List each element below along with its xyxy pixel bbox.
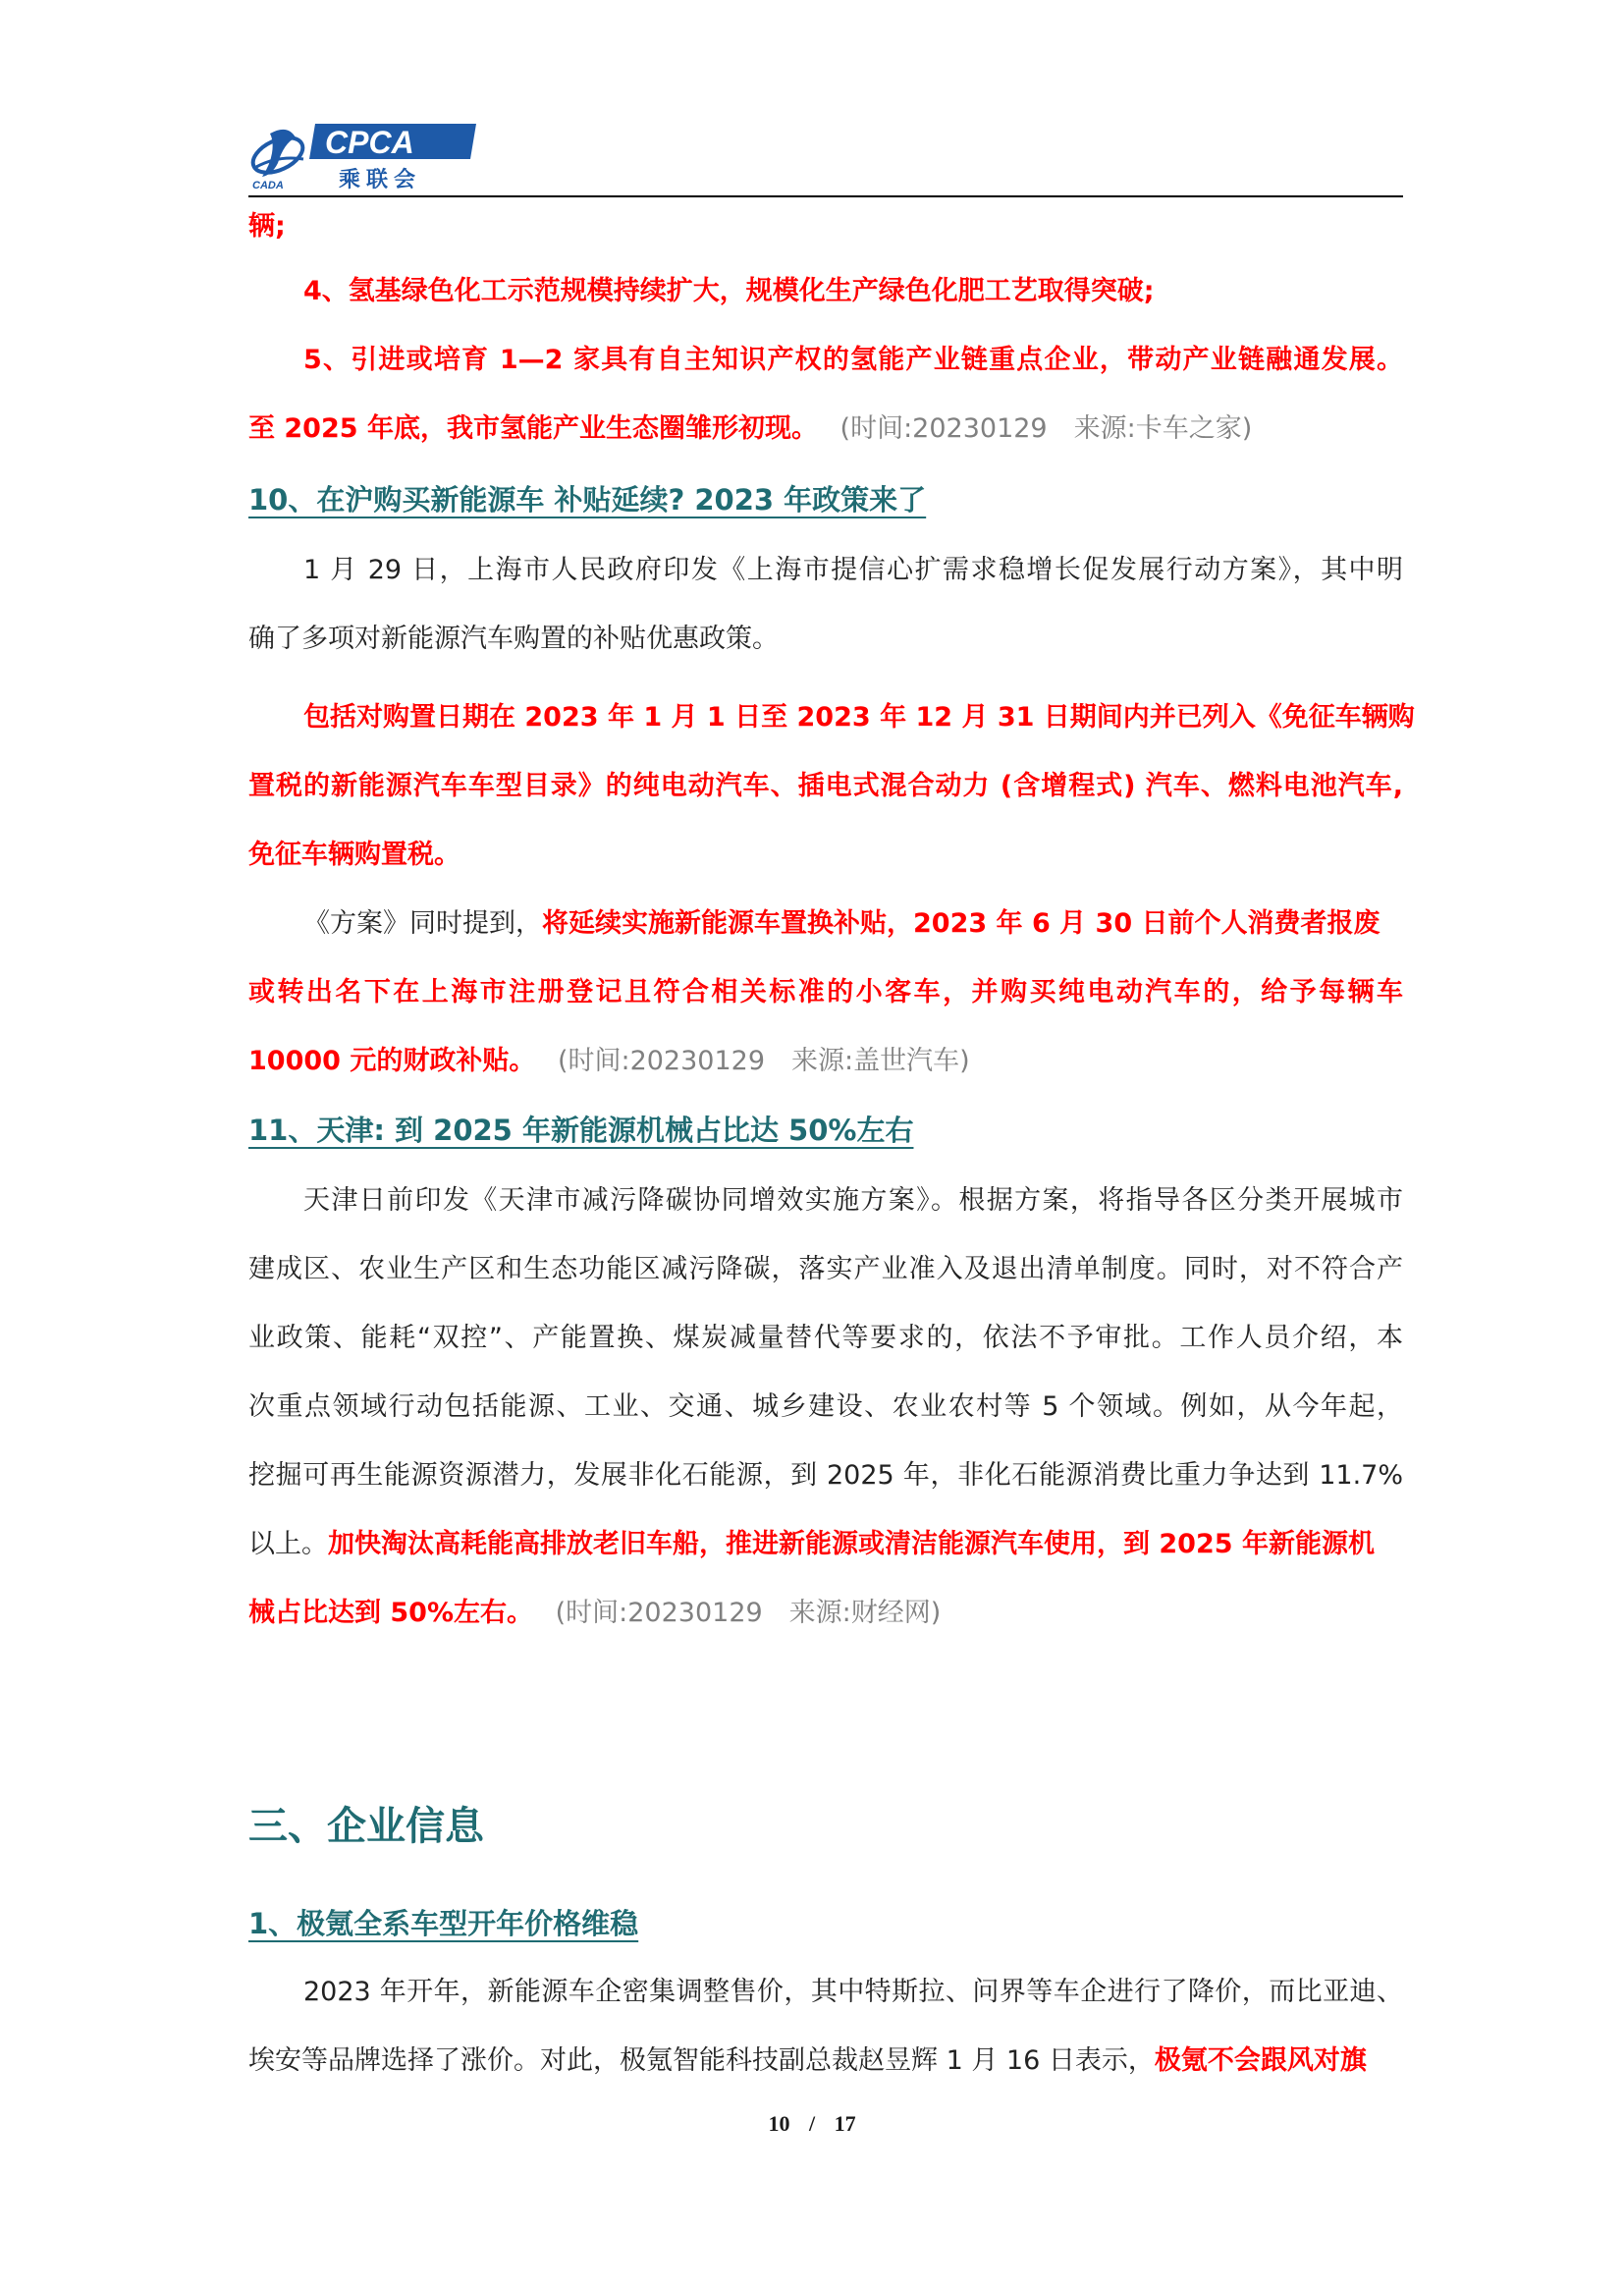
paragraph-line (248, 1595, 1403, 1632)
paragraph-line: 天津日前印发《天津市减污降碳协同增效实施方案》。根据方案，将指导各区分类开展城市 (303, 1185, 1403, 1216)
source-note: (时间:20230129 来源:财经网) (555, 1598, 942, 1628)
paragraph-line: 建成区、农业生产区和生态功能区减污降碳，落实产业准入及退出清单制度。同时，对不符合产 (248, 1254, 1403, 1284)
paragraph-line (248, 1043, 1403, 1080)
paragraph-line: 免征车辆购置税。 (248, 840, 460, 870)
svg-text:CADA: CADA (252, 180, 284, 191)
paragraph-line (248, 2042, 1403, 2080)
plain-text: 以上。 (248, 1529, 328, 1559)
heading-1: 1、极氪全系车型开年价格维稳 (248, 1907, 639, 1940)
paragraph-line: 次重点领域行动包括能源、工业、交通、城乡建设、农业农村等 5 个领域。例如，从今年起， (248, 1391, 1403, 1422)
paragraph-line: 确了多项对新能源汽车购置的补贴优惠政策。 (248, 624, 779, 654)
paragraph-line: 辆; (248, 211, 286, 242)
paragraph-line: 包括对购置日期在 2023 年 1 月 1 日至 2023 年 12 月 31 日期间内并已列入《免征车辆购 (303, 702, 1415, 733)
page-number (0, 2111, 1624, 2137)
cpca-logo (248, 116, 479, 192)
header-rule (248, 195, 1403, 197)
paragraph-line: 1 月 29 日，上海市人民政府印发《上海市提信心扩需求稳增长促发展行动方案》，其中明 (303, 555, 1403, 585)
page-current: 10 (768, 2111, 790, 2136)
page-total: 17 (834, 2111, 856, 2136)
heading-11: 11、天津: 到 2025 年新能源机械占比达 50%左右 (248, 1114, 914, 1147)
section-title: 三、企业信息 (248, 1804, 484, 1849)
paragraph-line (248, 410, 1403, 448)
plain-text: 《方案》同时提到， (303, 908, 542, 939)
paragraph-line: 业政策、能耗“双控”、产能置换、煤炭减量替代等要求的，依法不予审批。工作人员介绍，本 (248, 1323, 1403, 1353)
paragraph-line: 2023 年开年，新能源车企密集调整售价，其中特斯拉、问界等车企进行了降价，而比亚迪、 (303, 1977, 1403, 2007)
source-note: (时间:20230129 来源:卡车之家) (839, 413, 1253, 444)
highlight-text: 至 2025 年底，我市氢能产业生态圈雏形初现。 (248, 413, 818, 444)
list-item-4: 4、氢基绿色化工示范规模持续扩大，规模化生产绿色化肥工艺取得突破; (303, 276, 1155, 306)
list-item-5: 5、引进或培育 1—2 家具有自主知识产权的氢能产业链重点企业，带动产业链融通发展。 (303, 345, 1403, 375)
page-separator: / (808, 2111, 816, 2136)
source-note: (时间:20230129 来源:盖世汽车) (557, 1046, 970, 1076)
plain-text: 埃安等品牌选择了涨价。对此，极氪智能科技副总裁赵昱辉 1 月 16 日表示， (248, 2045, 1155, 2076)
logo-emblem-icon (248, 130, 308, 191)
paragraph-line: 或转出名下在上海市注册登记且符合相关标准的小客车，并购买纯电动汽车的，给予每辆车 (248, 977, 1403, 1007)
highlight-text: 10000 元的财政补贴。 (248, 1046, 536, 1076)
highlight-text: 械占比达到 50%左右。 (248, 1598, 534, 1628)
highlight-text: 极氪不会跟风对旗 (1154, 2045, 1367, 2076)
paragraph-line (248, 905, 1403, 943)
logo-subtext: 乘联会 (339, 168, 422, 192)
logo-text: CPCA (325, 125, 414, 160)
paragraph-line: 置税的新能源汽车车型目录》的纯电动汽车、插电式混合动力 (含增程式) 汽车、燃料电池汽车, (248, 771, 1403, 801)
heading-10: 10、在沪购买新能源车 补贴延续? 2023 年政策来了 (248, 483, 927, 517)
highlight-text: 将延续实施新能源车置换补贴，2023 年 6 月 30 日前个人消费者报废 (542, 908, 1380, 939)
paragraph-line: 挖掘可再生能源资源潜力，发展非化石能源，到 2025 年，非化石能源消费比重力争达到 11.7% (248, 1460, 1403, 1491)
paragraph-line (248, 1526, 1403, 1563)
highlight-text: 加快淘汰高耗能高排放老旧车船，推进新能源或清洁能源汽车使用，到 2025 年新能源机 (328, 1529, 1375, 1559)
